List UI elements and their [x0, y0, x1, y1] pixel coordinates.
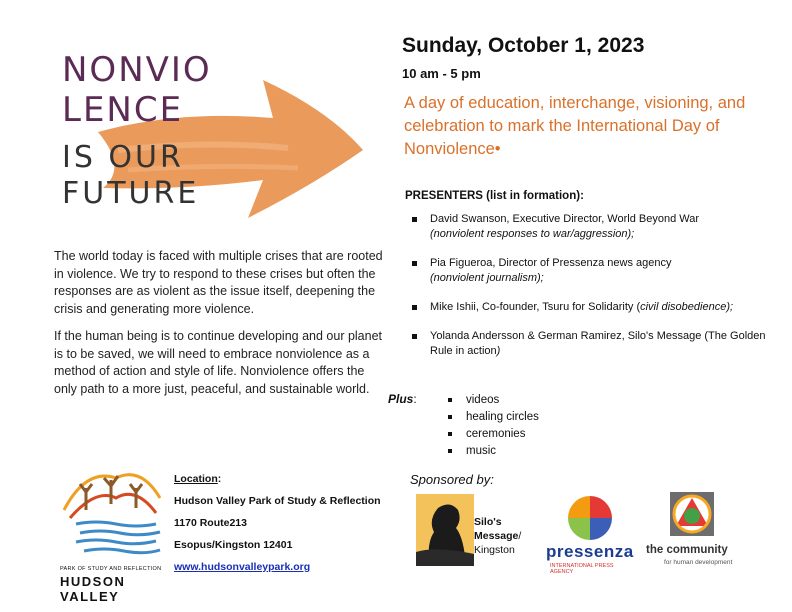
landscape-icon — [56, 458, 166, 563]
body-paragraph-1: The world today is faced with multiple crises that are rooted in violence. We try to respond to these crises but often the responses are as violent as the issue itself, deepening the crisis and generating more violence. — [54, 249, 383, 316]
silo-line-1: Silo's — [474, 516, 502, 528]
silo-line-4: Kingston — [474, 544, 515, 556]
community-logo — [646, 490, 742, 570]
event-time: 10 am - 5 pm — [402, 66, 481, 81]
logo-line-4: FUTURE — [62, 176, 200, 211]
presenter-name: Mike Ishii, Co-founder, Tsuru for Solidarity ( — [430, 301, 641, 313]
event-tagline: A day of education, interchange, visioning, and celebration to mark the International Day of Nonviolence• — [404, 94, 746, 158]
list-item: music — [446, 443, 539, 460]
location-url-link[interactable]: www.hudsonvalleypark.org — [174, 561, 311, 573]
presenter-name: Pia Figueroa, Director of Pressenza news agency — [430, 257, 672, 269]
presenters-list — [408, 212, 768, 373]
location-address-1: 1170 Route213 — [174, 517, 247, 529]
plus-label: Plus: — [388, 392, 417, 406]
plus-list — [446, 392, 539, 460]
list-item: ceremonies — [446, 426, 539, 443]
silo-silhouette-icon — [416, 494, 474, 566]
pressenza-logo — [546, 492, 634, 575]
logo-big-text: HUDSON VALLEY — [60, 574, 126, 604]
location-block — [174, 468, 381, 578]
body-paragraph-2: If the human being is to continue developing and our planet is to be saved, we will need to embrace nonviolence as a method of action and style of life. Nonviolence offers the only path to a more just, peaceful, and sustainable world. — [54, 329, 383, 396]
community-emblem-icon — [646, 490, 742, 544]
pressenza-subtitle: INTERNATIONAL PRESS AGENCY — [550, 563, 614, 575]
hudson-valley-logo — [56, 458, 166, 604]
presenters-heading: PRESENTERS (list in formation): — [405, 190, 584, 202]
nonviolence-logo — [58, 40, 378, 230]
body-text — [54, 248, 384, 408]
event-date: Sunday, October 1, 2023 — [402, 34, 645, 57]
presenter-name: Yolanda Andersson & German Ramirez, Silo's Message (The Golden Rule in action — [430, 330, 766, 357]
presenter-note: (nonviolent responses to war/aggression); — [430, 228, 635, 240]
location-address-2: Esopus/Kingston 12401 — [174, 539, 293, 551]
logo-line-1: NONVIO — [62, 50, 212, 90]
logo-small-text: PARK OF STUDY AND REFLECTION — [60, 566, 162, 572]
sponsored-heading: Sponsored by: — [410, 472, 494, 487]
presenter-name: David Swanson, Executive Director, World Beyond War — [430, 213, 700, 225]
presenter-item — [408, 212, 768, 242]
presenter-item — [408, 300, 768, 315]
logo-line-2: LENCE — [62, 90, 184, 130]
logo-line-3: IS OUR — [62, 140, 184, 175]
location-label: Location: — [174, 473, 222, 485]
list-item: videos — [446, 392, 539, 409]
presenter-note: civil disobedience); — [640, 301, 734, 313]
presenter-note: (nonviolent journalism); — [430, 272, 544, 284]
silos-message-logo — [416, 494, 546, 566]
pressenza-globe-icon — [546, 492, 634, 542]
community-wordmark: the community — [646, 544, 728, 556]
presenter-note: ) — [496, 345, 501, 357]
pressenza-wordmark: pressenza — [546, 542, 634, 561]
list-item: healing circles — [446, 409, 539, 426]
community-subtitle: for human development — [664, 559, 733, 566]
location-place: Hudson Valley Park of Study & Reflection — [174, 495, 381, 507]
presenter-item — [408, 256, 768, 286]
silo-line-2: Message/ — [474, 530, 522, 542]
presenter-item — [408, 329, 768, 359]
